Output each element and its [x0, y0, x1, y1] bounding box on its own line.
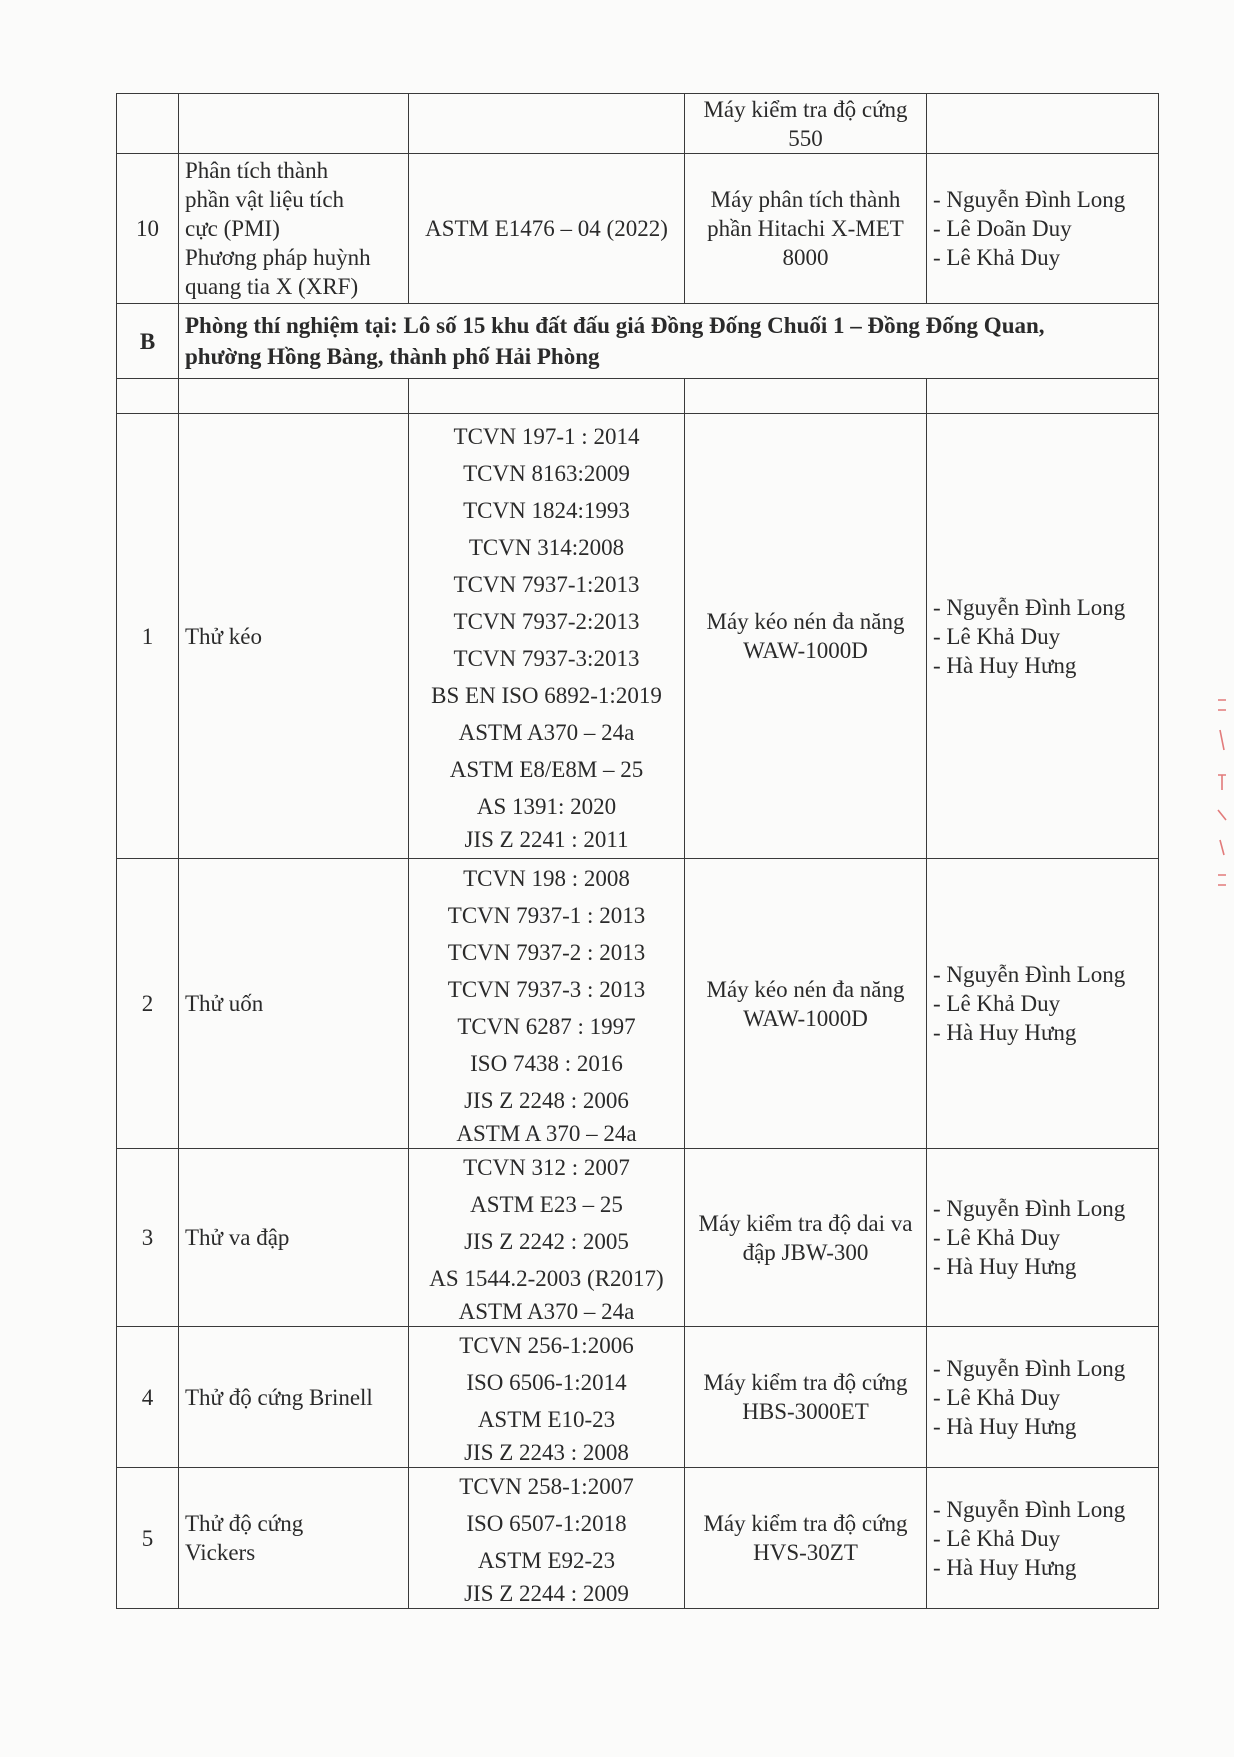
standard-item: ASTM E92-23	[477, 1548, 616, 1573]
staff-cell	[927, 1468, 1159, 1609]
standard-item: TCVN 7937-3:2013	[453, 646, 640, 671]
standard-item: TCVN 258-1:2007	[459, 1474, 634, 1499]
staff-cell	[927, 414, 1159, 859]
device-cell	[685, 414, 927, 859]
row-number: 3	[117, 1149, 179, 1327]
standard-item: TCVN 1824:1993	[463, 498, 630, 523]
standard-item: AS 1544.2-2003 (R2017)	[429, 1266, 664, 1291]
empty-cell	[685, 379, 927, 414]
row-number: 5	[117, 1468, 179, 1609]
test-name-line: Vickers	[185, 1540, 256, 1565]
test-name-line: quang tia X (XRF)	[185, 274, 359, 299]
staff-name: - Lê Khả Duy	[933, 245, 1061, 270]
standard-item: JIS Z 2242 : 2005	[464, 1229, 629, 1254]
row-number: 2	[117, 859, 179, 1149]
test-name-line: Thử độ cứng	[185, 1511, 304, 1536]
staff-name: - Hà Huy Hưng	[933, 652, 1077, 678]
section-title-line: phường Hồng Bàng, thành phố Hải Phòng	[185, 344, 600, 369]
standard-item: JIS Z 2248 : 2006	[464, 1087, 629, 1113]
standard-item: ISO 6507-1:2018	[466, 1511, 627, 1536]
test-name-line: Thử va đập	[185, 1225, 290, 1250]
standard-item: ASTM A370 – 24a	[458, 720, 635, 745]
staff-name: - Nguyễn Đình Long	[933, 962, 1126, 987]
staff-name: - Nguyễn Đình Long	[933, 1355, 1126, 1381]
empty-cell	[179, 379, 409, 414]
staff-name: - Nguyễn Đình Long	[933, 594, 1126, 620]
device-line: Máy kiểm tra độ cứng	[703, 96, 908, 122]
staff-name: - Lê Khả Duy	[933, 1384, 1061, 1410]
test-name	[179, 414, 409, 859]
device-cell	[685, 154, 927, 304]
staff-name: - Nguyễn Đình Long	[933, 1496, 1126, 1522]
device-line: HBS-3000ET	[742, 1399, 869, 1424]
device-line: HVS-30ZT	[753, 1540, 858, 1565]
staff-name: - Hà Huy Hưng	[933, 1254, 1077, 1279]
device-line: Máy phân tích thành	[710, 187, 901, 212]
staff-name: - Hà Huy Hưng	[933, 1554, 1077, 1580]
standard-item: ASTM E10-23	[477, 1407, 616, 1432]
device-line: WAW-1000D	[743, 638, 868, 663]
staff-name: - Lê Khả Duy	[933, 623, 1061, 649]
row-number: 10	[117, 154, 179, 304]
table-row	[117, 1327, 1159, 1468]
test-name-line: Phân tích thành	[185, 158, 329, 183]
empty-row	[117, 379, 1159, 414]
table-row	[117, 154, 1159, 304]
standard-item: TCVN 197-1 : 2014	[453, 424, 640, 449]
standard-item: TCVN 7937-1 : 2013	[447, 902, 646, 928]
standards-cell	[409, 154, 685, 304]
staff-name: - Lê Khả Duy	[933, 991, 1061, 1016]
row-number	[117, 94, 179, 154]
test-name	[179, 94, 409, 154]
row-number: 1	[117, 414, 179, 859]
staff-name: - Hà Huy Hưng	[933, 1413, 1077, 1439]
standard-item: JIS Z 2241 : 2011	[464, 827, 629, 852]
device-cell	[685, 94, 927, 154]
device-cell	[685, 1327, 927, 1468]
standard-item: TCVN 7937-1:2013	[453, 572, 640, 597]
test-name	[179, 1327, 409, 1468]
empty-cell	[117, 379, 179, 414]
test-name-line: Thử kéo	[185, 623, 262, 649]
standard-item: AS 1391: 2020	[476, 794, 617, 819]
table-row	[117, 94, 1159, 154]
section-letter: B	[117, 304, 179, 379]
staff-name: - Lê Doãn Duy	[933, 216, 1072, 241]
staff-name: - Lê Khả Duy	[933, 1525, 1061, 1551]
standard-item: TCVN 6287 : 1997	[457, 1013, 636, 1039]
standard-item: BS EN ISO 6892-1:2019	[431, 683, 662, 708]
table-row	[117, 1468, 1159, 1609]
staff-name: - Nguyễn Đình Long	[933, 1196, 1126, 1221]
standard-item: ISO 7438 : 2016	[470, 1050, 623, 1076]
device-line: phần Hitachi X-MET	[707, 216, 904, 241]
standard-item: TCVN 7937-2 : 2013	[447, 939, 646, 965]
section-title	[179, 304, 1159, 379]
standard-item: ASTM A370 – 24a	[458, 1299, 635, 1324]
standard-item: ASTM E1476 – 04 (2022)	[425, 216, 668, 241]
device-line: 8000	[782, 245, 829, 270]
test-name-line: Phương pháp huỳnh	[185, 245, 371, 270]
device-line: Máy kéo nén đa năng	[706, 976, 905, 1002]
table-row	[117, 414, 1159, 859]
standard-item: TCVN 256-1:2006	[459, 1333, 634, 1358]
staff-cell	[927, 154, 1159, 304]
staff-cell	[927, 94, 1159, 154]
row-number: 4	[117, 1327, 179, 1468]
section-title-line: Phòng thí nghiệm tại: Lô số 15 khu đất đấu giá Đồng Đống Chuối 1 – Đồng Đống Quan,	[185, 313, 1045, 338]
test-name-line: cực (PMI)	[185, 216, 280, 241]
staff-name: - Hà Huy Hưng	[933, 1020, 1077, 1045]
device-line: đập JBW-300	[742, 1239, 869, 1265]
standards-cell	[409, 1468, 685, 1609]
test-name	[179, 1468, 409, 1609]
standard-item: ASTM E8/E8M – 25	[449, 757, 644, 782]
section-header-row	[117, 304, 1159, 379]
test-name-line: phần vật liệu tích	[185, 187, 345, 212]
device-cell	[685, 859, 927, 1149]
staff-cell	[927, 1149, 1159, 1327]
table-row	[117, 859, 1159, 1149]
standard-item: JIS Z 2243 : 2008	[464, 1440, 629, 1465]
device-line: Máy kiểm tra độ cứng	[703, 1370, 908, 1395]
table-section-b	[117, 414, 1159, 1609]
device-line: Máy kéo nén đa năng	[706, 609, 905, 634]
staff-cell	[927, 859, 1159, 1149]
section-b-header	[117, 304, 1159, 414]
staff-name: - Nguyễn Đình Long	[933, 187, 1126, 212]
device-cell	[685, 1149, 927, 1327]
standard-item: JIS Z 2244 : 2009	[464, 1581, 629, 1606]
standard-item: TCVN 312 : 2007	[463, 1155, 630, 1180]
standard-item: TCVN 8163:2009	[463, 461, 630, 486]
table-section-a-continued	[117, 94, 1159, 304]
empty-cell	[409, 379, 685, 414]
test-name-line: Thử uốn	[185, 991, 264, 1016]
standards-cell	[409, 1327, 685, 1468]
red-margin-marks	[1216, 690, 1228, 900]
standard-item: TCVN 7937-2:2013	[453, 609, 640, 634]
standard-item: ASTM E23 – 25	[470, 1192, 623, 1217]
standards-cell	[409, 1149, 685, 1327]
empty-cell	[927, 379, 1159, 414]
standard-item: ISO 6506-1:2014	[466, 1370, 627, 1395]
standards-cell	[409, 859, 685, 1149]
device-line: Máy kiểm tra độ dai va	[698, 1210, 913, 1236]
staff-name: - Lê Khả Duy	[933, 1225, 1061, 1250]
test-methods-table	[116, 93, 1159, 1609]
standard-item: ASTM A 370 – 24a	[456, 1120, 637, 1146]
standard-item: TCVN 198 : 2008	[463, 865, 630, 891]
standard-item: TCVN 7937-3 : 2013	[447, 976, 646, 1002]
device-line: WAW-1000D	[743, 1005, 868, 1031]
device-line: Máy kiểm tra độ cứng	[703, 1511, 908, 1536]
standards-cell	[409, 94, 685, 154]
test-name	[179, 154, 409, 304]
test-name-line: Thử độ cứng Brinell	[185, 1384, 373, 1410]
device-line: 550	[788, 125, 823, 151]
device-cell	[685, 1468, 927, 1609]
test-name	[179, 859, 409, 1149]
staff-cell	[927, 1327, 1159, 1468]
red-mark-glyphs	[1216, 690, 1228, 900]
table-row	[117, 1149, 1159, 1327]
standard-item: TCVN 314:2008	[468, 535, 625, 560]
standards-cell	[409, 414, 685, 859]
test-name	[179, 1149, 409, 1327]
